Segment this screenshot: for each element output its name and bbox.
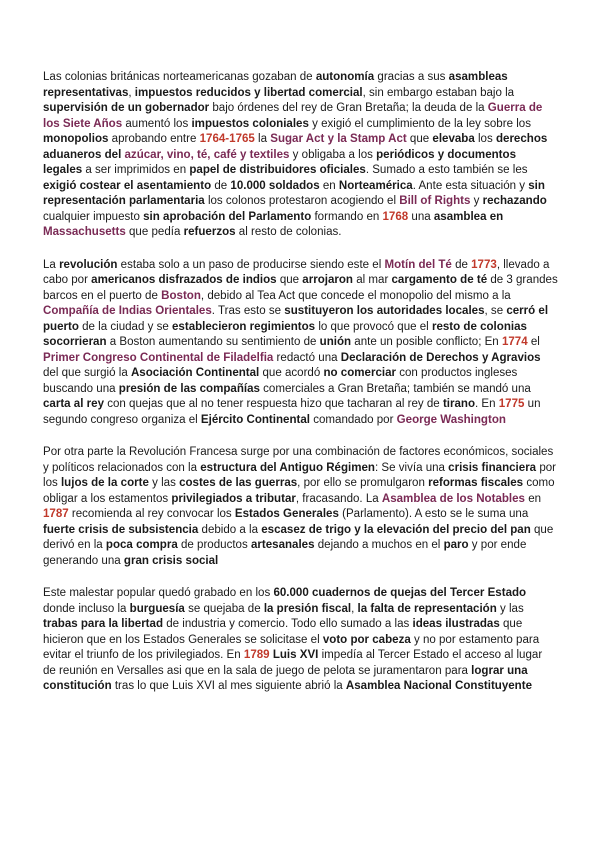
text-run: a Boston aumentando su sentimiento de [106,336,320,348]
text-run: un segundo congreso organiza el [43,398,541,426]
text-run: , [128,86,135,99]
text-run: y exigió el cumplimiento de la ley sobre los [308,117,531,130]
bold-text: Declaración de Derechos y Agravios [340,351,541,364]
text-run: debido a la [198,523,262,536]
bold-text: no comerciar [323,367,397,379]
paragraph-colonias [43,70,558,241]
bold-text: Asamblea Nacional Constituyente [345,680,533,692]
bold-text: fuerte crisis de subsistencia [43,523,199,536]
text-run: la [254,133,271,145]
bold-text: rechazando [482,195,547,207]
text-run: que derivó en la [43,523,554,551]
bold-text: poca compra [105,539,178,551]
bold-text: Ejército Continental [200,413,310,426]
bold-text: lujos de la corte [60,477,149,489]
text-run: y por ende generando una [43,539,527,567]
text-run: redactó una [273,351,341,364]
bold-text: trabas para la libertad [43,618,164,630]
term-highlight: azúcar, vino, té, café y textiles [124,148,290,161]
bold-text: gran crisis social [123,554,219,567]
text-run: el [527,336,540,348]
bold-text: refuerzos [183,226,236,238]
text-run: comerciales a Gran Bretaña; también se mandó una [259,382,531,395]
text-run: . Ante esta situación y [412,179,529,192]
bold-text: burguesía [129,602,185,615]
bold-text: lograr una constitución [43,664,528,692]
text-run: que [276,274,303,286]
text-run: a ser imprimidos en [82,164,190,176]
date-highlight: 1775 [498,398,525,410]
date-highlight: 1773 [471,258,497,271]
text-run: aumentó los [122,117,192,130]
text-run: por los [43,461,557,489]
text-run: Las colonias británicas norteamericanas gozaban de [43,71,316,83]
text-run: al resto de colonias. [235,226,342,238]
text-run: de [211,179,231,192]
text-run: , debido al Tea Act que concede el monopolio del mismo a la [200,289,511,302]
text-run: que acordó [259,367,324,379]
text-run: y las [148,477,180,489]
text-run: y no por estamento para evitar el triunfo de los privilegiados. En [43,633,540,661]
text-run: los [474,133,496,145]
text-run: de industria y comercio. Todo ello sumado a las [163,618,413,630]
date-highlight: 1774 [501,336,528,348]
bold-text: unión [319,336,352,348]
bold-text: cargamento de té [391,274,488,286]
term-highlight: George Washington [396,413,506,426]
text-run: , sin embargo estaban bajo la [362,86,515,99]
text-run: con quejas que al no tener respuesta hizo que tacharan al rey de [104,398,443,410]
bold-text: papel de distribuidores oficiales [189,164,366,176]
bold-text: ideas ilustradas [412,618,500,630]
term-highlight: Guerra de los Siete Años [43,102,543,130]
bold-text: artesanales [250,539,315,551]
text-run: del que surgió la [43,367,131,379]
text-run: . Tras esto se [211,305,285,317]
bold-text: tirano [442,398,476,410]
bold-text: Norteamérica [338,179,413,192]
text-run: se quejaba de [184,602,264,615]
bold-text: supervisión de un gobernador [43,102,210,114]
text-run: los colonos protestaron acogiendo el [204,195,400,207]
date-highlight: 1787 [43,508,69,520]
term-highlight: Massachusetts [43,226,126,238]
text-run: . Sumado a esto también se les [365,164,528,176]
text-run: y obligaba a los [289,148,377,161]
bold-text: sin representación parlamentaria [43,179,545,207]
bold-text: carta al rey [43,398,104,410]
bold-text: asambleas representativas [43,71,508,99]
text-run: comandado por [310,413,397,426]
bold-text: impuestos coloniales [191,117,309,130]
text-run: en [319,179,339,192]
text-run: donde incluso la [43,602,130,615]
bold-text: cerró el puerto [43,305,549,333]
bold-text: costes de las guerras [179,477,298,489]
text-run: cualquier impuesto [43,210,144,223]
bold-text: 10.000 soldados [230,179,320,192]
text-run: formando en [311,210,383,223]
bold-text: sustituyeron los autoridades locales [284,305,485,317]
text-run: que [406,133,433,145]
text-run: Por otra parte la Revolución Francesa surge por una combinación de factores económicos, sociales y políticos relacionados con la [43,446,554,474]
text-run: al mar [353,274,392,286]
bold-text: periódicos y documentos legales [43,148,516,176]
bold-text: americanos disfrazados de indios [91,274,277,286]
bold-text: voto por cabeza [322,633,411,646]
text-run: una [408,210,434,223]
bold-text: la presión fiscal [263,602,352,615]
text-run: (Parlamento). A esto se le suma una [338,508,529,520]
text-run: : Se vivía una [375,461,449,474]
paragraph-revolucion-francesa [43,445,558,569]
text-run: de [451,258,472,271]
bold-text: Asociación Continental [130,367,260,379]
text-run: de la ciudad y se [78,320,172,333]
term-highlight: Sugar Act y la Stamp Act [270,133,407,145]
bold-text: 60.000 cuadernos de quejas del Tercer Estado [273,587,527,599]
text-run: y [470,195,483,207]
bold-text: escasez de trigo y la elevación del precio del pan [261,523,531,536]
text-run: La [43,258,60,271]
term-highlight: Motín del Té [384,258,452,271]
bold-text: privilegiados a tributar [171,492,296,505]
text-run: recomienda al rey convocar los [68,508,235,520]
bold-text: arrojaron [302,274,353,286]
text-run: de productos [177,539,251,551]
date-highlight: 1768 [382,210,409,223]
bold-text: reformas fiscales [428,477,524,489]
bold-text: autonomía [315,71,375,83]
date-highlight: 1764-1765 [199,133,255,145]
text-run: , fracasando. La [295,492,382,505]
term-highlight: Primer Congreso Continental de Filadelfia [43,351,274,364]
paragraph-tercer-estado [43,586,558,695]
text-run: que hicieron que en los Estados Generales se solicitase el [43,618,523,646]
bold-text: impuestos reducidos y libertad comercial [134,86,363,99]
date-highlight: 1789 [243,649,270,661]
text-run: como obligar a los estamentos [43,477,555,505]
text-run: lo que provocó que el [315,320,432,333]
text-run: de 3 grandes barcos en el puerto de [43,274,558,302]
text-run: dejando a muchos en el [314,539,444,551]
paragraph-revolucion-americana [43,258,558,429]
text-run: , se [484,305,507,317]
term-highlight: Bill of Rights [399,195,471,207]
text-run: con productos ingleses buscando una [43,367,518,395]
term-highlight: Compañía de Indias Orientales [43,305,212,317]
text-run: aprobando entre [108,133,200,145]
text-run: gracias a sus [374,71,449,83]
bold-text: crisis financiera [448,461,537,474]
bold-text: derechos aduaneros del [43,133,548,161]
bold-text: asamblea en [433,210,504,223]
text-run: ante un posible conflicto; En [351,336,502,348]
text-run: que pedía [125,226,184,238]
text-run: , llevado a cabo por [43,258,550,286]
text-run: , [351,602,358,615]
bold-text: monopolios [43,133,109,145]
text-run: Este malestar popular quedó grabado en los [43,587,274,599]
bold-text: presión de las compañías [118,382,260,395]
bold-text: estructura del Antiguo Régimen [200,461,375,474]
text-run: bajo órdenes del rey de Gran Bretaña; la deuda de la [209,102,488,114]
bold-text: sin aprobación del Parlamento [143,210,312,223]
bold-text: la falta de representación [357,602,497,615]
bold-text: revolución [59,258,118,271]
text-run: y las [496,602,524,615]
bold-text: resto de colonias socorrieran [43,320,527,348]
term-highlight: Asamblea de los Notables [381,492,525,505]
text-run: , por ello se promulgaron [297,477,429,489]
text-run: estaba solo a un paso de producirse siendo este el [117,258,385,271]
text-run: impedía al Tercer Estado el acceso al lugar de reunión en Versalles asi que en la sala de juego de pelota se juramentaron para [43,649,543,677]
bold-text: paro [443,539,469,551]
text-run: tras lo que Luis XVI al mes siguiente abrió la [111,680,346,692]
term-highlight: Boston [161,289,201,302]
text-run: . En [475,398,499,410]
bold-text: Estados Generales [234,508,339,520]
bold-text: Luis XVI [272,649,319,661]
bold-text: elevaba [432,133,475,145]
bold-text: exigió costear el asentamiento [43,179,212,192]
bold-text: establecieron regimientos [172,320,316,333]
text-run: en [524,492,542,505]
